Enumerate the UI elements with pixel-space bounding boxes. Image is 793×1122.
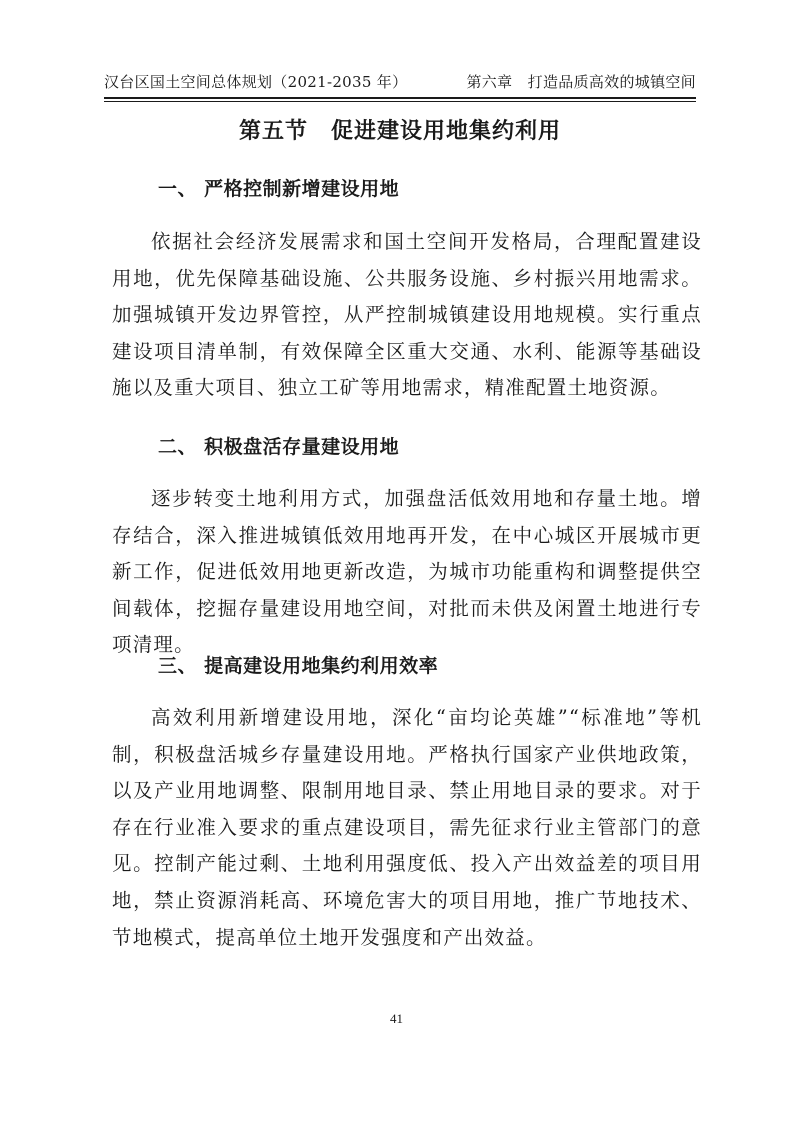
subsection-heading-2: 二、 积极盘活存量建设用地 — [158, 436, 400, 458]
section-title: 第五节 促进建设用地集约利用 — [238, 119, 561, 144]
running-header — [104, 72, 696, 96]
header-rule-thin — [104, 101, 696, 102]
subsection-heading-1: 一、 严格控制新增建设用地 — [158, 178, 400, 200]
header-rule-thick — [104, 97, 696, 99]
header-chapter-title: 第六章 打造品质高效的城镇空间 — [466, 73, 696, 91]
subsection-paragraph-2: 逐步转变土地利用方式，加强盘活低效用地和存量土地。增存结合，深入推进城镇低效用地再开发，在中心城区开展城市更新工作，促进低效用地更新改造，为城市功能重构和调整提供空间载体，挖掘存量建设用地空间，对批而未供及闲置土地进行专项清理。 — [112, 487, 702, 657]
page-number: 41 — [390, 1011, 403, 1026]
subsection-heading-3: 三、 提高建设用地集约利用效率 — [158, 655, 439, 677]
subsection-paragraph-3: 高效利用新增建设用地，深化“亩均论英雄”“标准地”等机制，积极盘活城乡存量建设用地。严格执行国家产业供地政策，以及产业用地调整、限制用地目录、禁止用地目录的要求。对于存在行业准入要求的重点建设项目，需先征求行业主管部门的意见。控制产能过剩、土地利用强度低、投入产出效益差的项目用地，禁止资源消耗高、环境危害大的项目用地，推广节地技术、节地模式，提高单位土地开发强度和产出效益。 — [112, 706, 702, 949]
header-document-title: 汉台区国土空间总体规划（2021-2035 年） — [104, 73, 408, 91]
subsection-paragraph-1: 依据社会经济发展需求和国土空间开发格局，合理配置建设用地，优先保障基础设施、公共服务设施、乡村振兴用地需求。加强城镇开发边界管控，从严控制城镇建设用地规模。实行重点建设项目清单制，有效保障全区重大交通、水利、能源等基础设施以及重大项目、独立工矿等用地需求，精准配置土地资源。 — [112, 230, 702, 400]
